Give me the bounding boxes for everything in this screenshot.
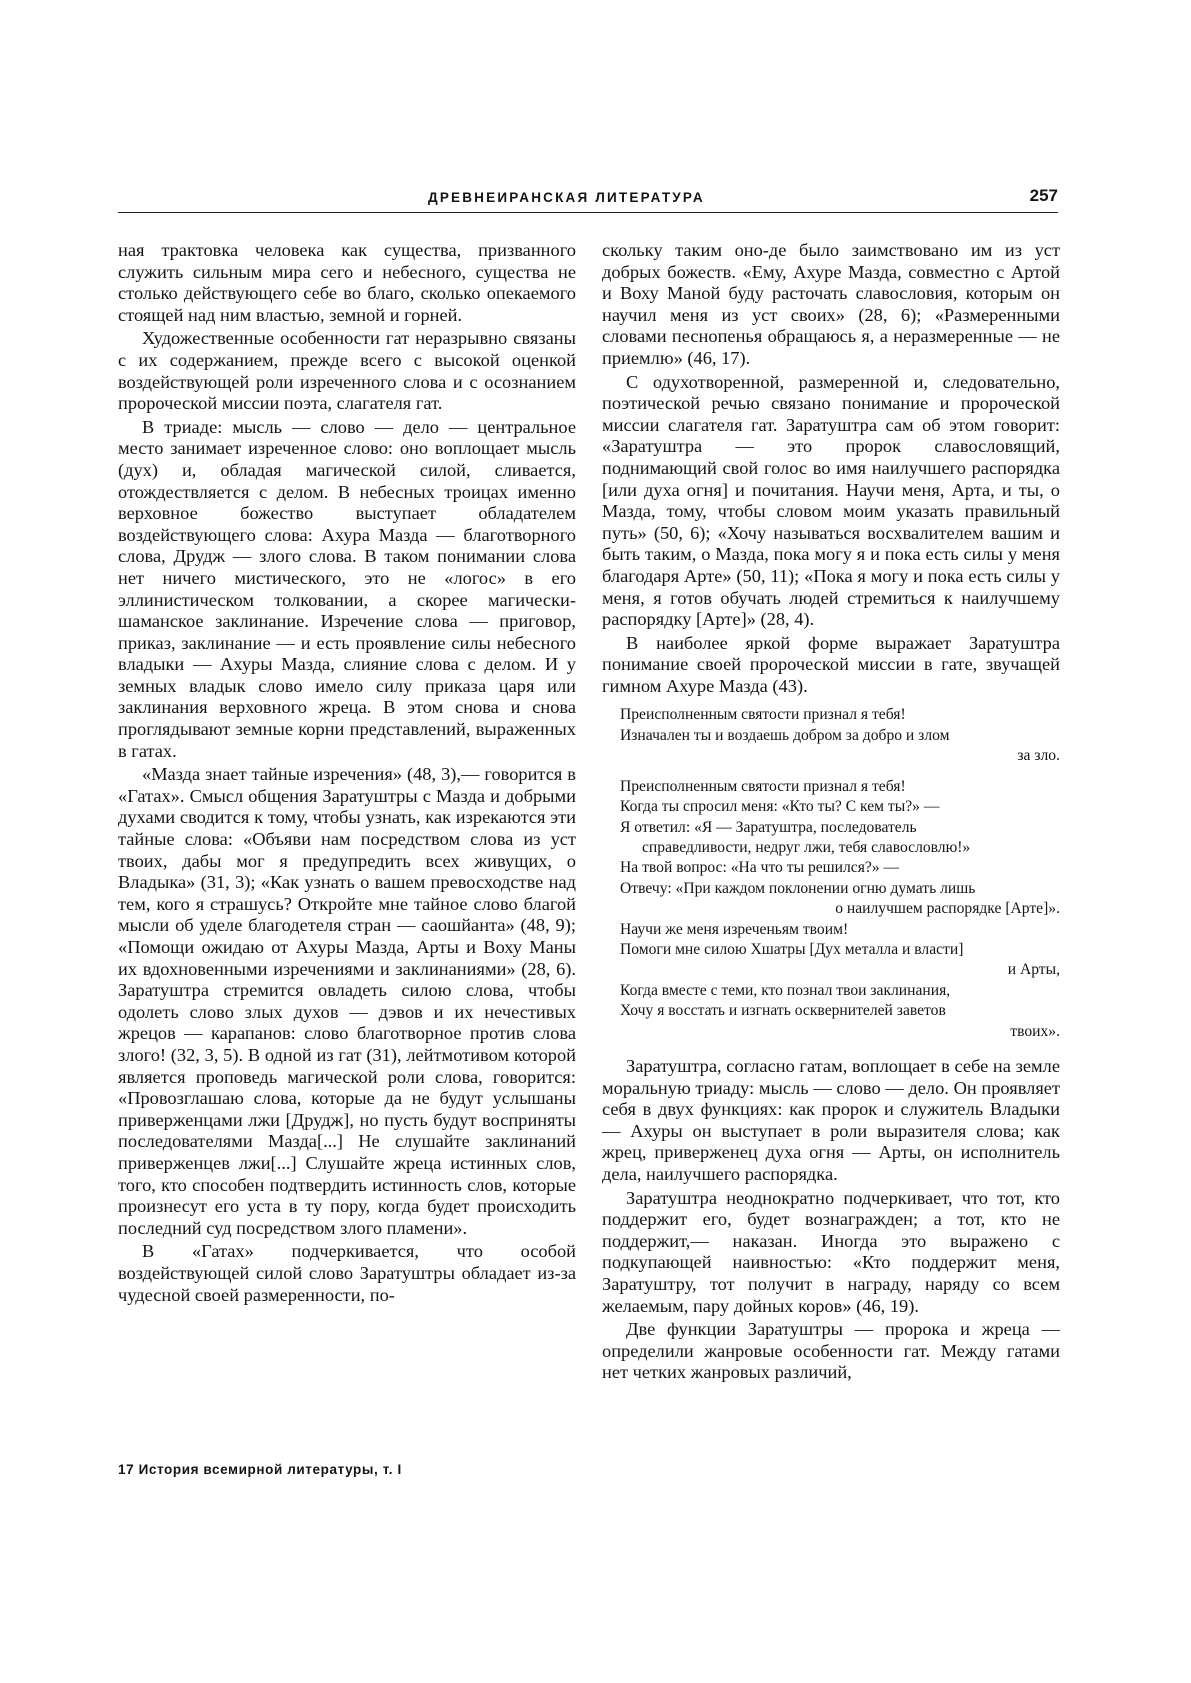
- verse-line: твоих».: [1010, 1022, 1060, 1040]
- paragraph: В триаде: мысль — слово — дело — центральное место занимает изреченное слово: оно воплощает мысль (дух) и, обладая магической силой, сливается, отождествляется с делом. В небесных троицах именно верховное божество выступает обладателем воздействующего слова: Ахура Мазда — благотворного слова, Друдж — злого слова. В таком понимании слова нет ничего мистического, это не «логос» в его эллинистическом толковании, а скорее магически-шаманское заклинание. Изречение слова — приговор, приказ, заклинание — и есть проявление силы небесного владыки — Ахуры Мазда, слияние слова с делом. И у земных владык слово имело силу приказа царя или заклинания верховного жреца. В этом снова и снова проглядывают земные корни представлений, выраженных в гатах.: [118, 416, 576, 761]
- verse-line: и Арты,: [1007, 961, 1060, 979]
- verse-line: Помоги мне силою Хшатры [Дух металла и власти]: [620, 940, 964, 958]
- right-column: [602, 240, 1060, 1386]
- verse-line: Отвечу: «При каждом поклонении огню думать лишь: [620, 879, 976, 897]
- verse-line: Когда ты спросил меня: «Кто ты? С кем ты?» —: [620, 798, 940, 816]
- page-footer: 17 История всемирной литературы, т. I: [118, 1462, 402, 1477]
- paragraph: В «Гатах» подчеркивается, что особой воздействующей силой слово Заратуштры обладает из-за чудесной своей размеренности, по-: [118, 1241, 576, 1305]
- page-number: 257: [1029, 186, 1058, 205]
- paragraph: Художественные особенности гат неразрывно связаны с их содержанием, прежде всего с высокой оценкой воздействующей роли изреченного слова и с осознанием пророческой миссии поэта, слагателя гат.: [118, 328, 576, 414]
- paragraph: В наиболее яркой форме выражает Заратуштра понимание своей пророческой миссии в гате, звучащей гимном Ахуре Мазда (43).: [602, 632, 1060, 696]
- verse-line: Когда вместе с теми, кто познал твои заклинания,: [620, 981, 951, 999]
- header-rule: [118, 212, 1058, 213]
- page-header: [118, 186, 1058, 210]
- verse-line: Преисполненным святости признал я тебя!: [620, 777, 906, 795]
- verse-line: Хочу я восстать и изгнать осквернителей заветов: [620, 1002, 946, 1020]
- paragraph: Заратуштра неоднократно подчеркивает, что тот, кто поддержит его, будет вознагражден; а тот, кто не поддержит,— наказан. Иногда это выражено с подкупающей наивностью: «Кто поддержит меня, Заратуштру, тот получит в награду, наряду со всем желаемым, пару дойных коров» (46, 19).: [602, 1187, 1060, 1316]
- paragraph: ная трактовка человека как существа, призванного служить сильным мира сего и небесного, существа не столько действующего себе во благо, сколько опекаемого стоящей над ним властью, земной и горней.: [118, 240, 576, 325]
- left-column: [118, 240, 576, 1308]
- verse-line: о наилучшем распорядке [Арте]».: [835, 900, 1060, 918]
- paragraph: Заратуштра, согласно гатам, воплощает в себе на земле моральную триаду: мысль — слово — дело. Он проявляет себя в двух функциях: как пророк и служитель Владыки — Ахуры он выступает в роли выразителя слова; как жрец, приверженец духа огня — Арты, он исполнитель дела, наилучшего распорядка.: [602, 1055, 1060, 1184]
- verse-line: Изначален ты и воздаешь добром за добро и злом: [620, 726, 950, 744]
- verse-line: Я ответил: «Я — Заратуштра, последователь: [620, 818, 917, 836]
- verse-line: На твой вопрос: «На что ты решился?» —: [620, 859, 900, 877]
- verse-line: Преисполненным святости признал я тебя!: [620, 706, 906, 724]
- paragraph: С одухотворенной, размеренной и, следовательно, поэтической речью связано понимание и пророческой миссии слагателя гат. Заратуштра сам об этом говорит: «Заратуштра — это пророк славословящий, поднимающий свой голос во имя наилучшего распорядка [или духа огня] и почитания. Научи меня, Арта, и ты, о Мазда, тому, чтобы словом моим указать правильный путь» (50, 6); «Хочу называться восхвалителем вашим и быть таким, о Мазда, пока могу я и пока есть силы у меня благодаря Арте» (50, 11); «Пока я могу и пока есть силы у меня, я готов обучать людей стремиться к наилучшему распорядку [Арте]» (28, 4).: [602, 371, 1060, 630]
- verse-line: за зло.: [1017, 747, 1060, 765]
- verse-line: справедливости, недруг лжи, тебя славословлю!»: [642, 838, 971, 856]
- paragraph: скольку таким оно-де было заимствовано им из уст добрых божеств. «Ему, Ахуре Мазда, совместно с Артой и Воху Маной буду расточать славословия, которым он научил меня из уст своих» (28, 6); «Размеренными словами песнопенья обращаюсь я, а неразмеренные — не приемлю» (46, 17).: [602, 240, 1060, 368]
- paragraph: «Мазда знает тайные изречения» (48, 3),— говорится в «Гатах». Смысл общения Заратуштры с Мазда и добрыми духами сводится к тому, чтобы узнать, как изрекаются эти тайные слова: «Объяви нам посредством слова из уст твоих, дабы мог я предупредить всех живущих, о Владыка» (31, 3); «Как узнать о вашем превосходстве над тем, кого я страшусь? Откройте мне тайное слово благой мысли об уделе благодетеля стран — саошйанта» (48, 9); «Помощи ожидаю от Ахуры Мазда, Арты и Воху Маны их вдохновенными изречениями и заклинаниями» (28, 6). Заратуштра стремится овладеть силою слова, чтобы одолеть слово злых духов — дэвов и их нечестивых жрецов — карапанов: слово благотворное против слова злого! (32, 3, 5). В одной из гат (31), лейтмотивом которой является проповедь магической роли слова, говорится: «Провозглашаю слова, которые да не будут услышаны приверженцами лжи [Друдж], но пусть будут восприняты последователями Мазда[...] Не слушайте заклинаний приверженцев лжи[...] Слушайте жреца истинных слов, того, кто способен подтвердить истинность слов, которые произнесут его уста в ту пору, когда будет происходить последний суд посредством злого пламени».: [118, 764, 576, 1238]
- verse-line: Научи же меня изреченьям твоим!: [620, 920, 849, 938]
- verse-quotation: [602, 705, 1060, 1042]
- paragraph: Две функции Заратуштры — пророка и жреца — определили жанровые особенности гат. Между гатами нет четких жанровых различий,: [602, 1319, 1060, 1383]
- running-title: ДРЕВНЕИРАНСКАЯ ЛИТЕРАТУРА: [428, 190, 705, 205]
